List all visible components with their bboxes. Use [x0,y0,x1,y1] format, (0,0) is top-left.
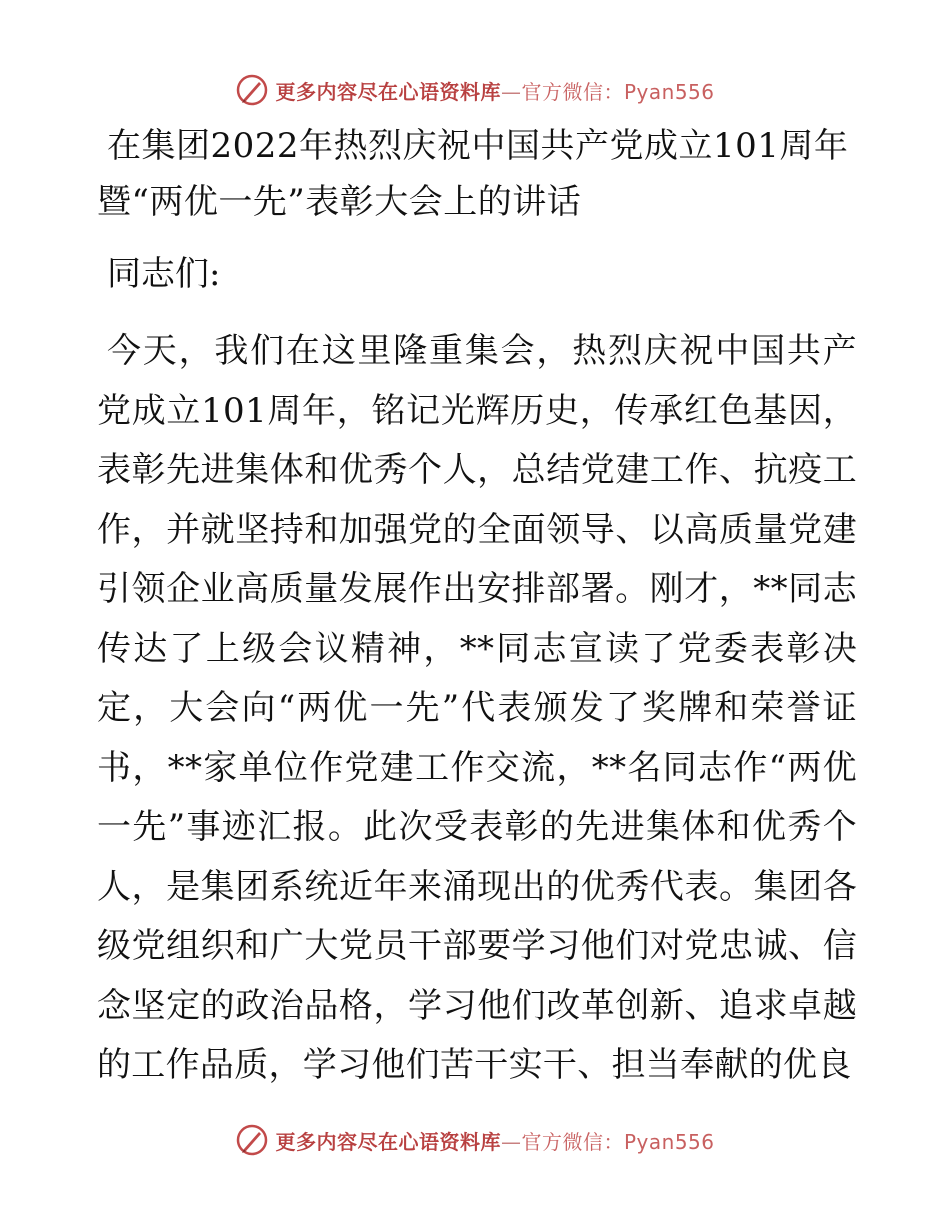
document-title [97,118,857,230]
document-title-line2: 暨“两优一先”表彰大会上的讲话 [97,182,582,222]
document-title-line1: 在集团2022年热烈庆祝中国共产党成立101周年 [107,126,849,166]
watermark-text [275,1126,714,1155]
watermark-wechat-id: Pyan556 [623,79,715,104]
watermark-separator: — [500,79,522,104]
watermark-main-text: 更多内容尽在心语资料库 [275,1129,501,1154]
watermark-main-text: 更多内容尽在心语资料库 [275,79,501,104]
watermark-wechat-id: Pyan556 [623,1129,715,1154]
document-body [97,118,857,1130]
speech-paragraph: 今天，我们在这里隆重集会，热烈庆祝中国共产党成立101周年，铭记光辉历史，传承红色基因，表彰先进集体和优秀个人，总结党建工作、抗疫工作，并就坚持和加强党的全面领导、以高质量党建引领企业高质量发展作出安排部署。刚才，**同志传达了上级会议精神，**同志宣读了党委表彰决定，大会向“两优一先”代表颁发了奖牌和荣誉证书，**家单位作党建工作交流，**名同志作“两优一先”事迹汇报。此次受表彰的先进集体和优秀个人，是集团系统近年来涌现出的优秀代表。集团各级党组织和广大党员干部要学习他们对党忠诚、信念坚定的政治品格，学习他们改革创新、追求卓越的工作品质，学习他们苦干实干、担当奉献的优良 [97,331,857,1085]
quill-pen-icon [235,1123,269,1157]
watermark-wechat-label: 官方微信： [521,1129,624,1154]
quill-pen-icon [235,73,269,107]
watermark-separator: — [500,1129,522,1154]
salutation: 同志们: [107,254,221,294]
watermark-header [0,70,950,110]
watermark-wechat-label: 官方微信： [521,79,624,104]
watermark-text [275,76,714,105]
watermark-footer [0,1120,950,1160]
